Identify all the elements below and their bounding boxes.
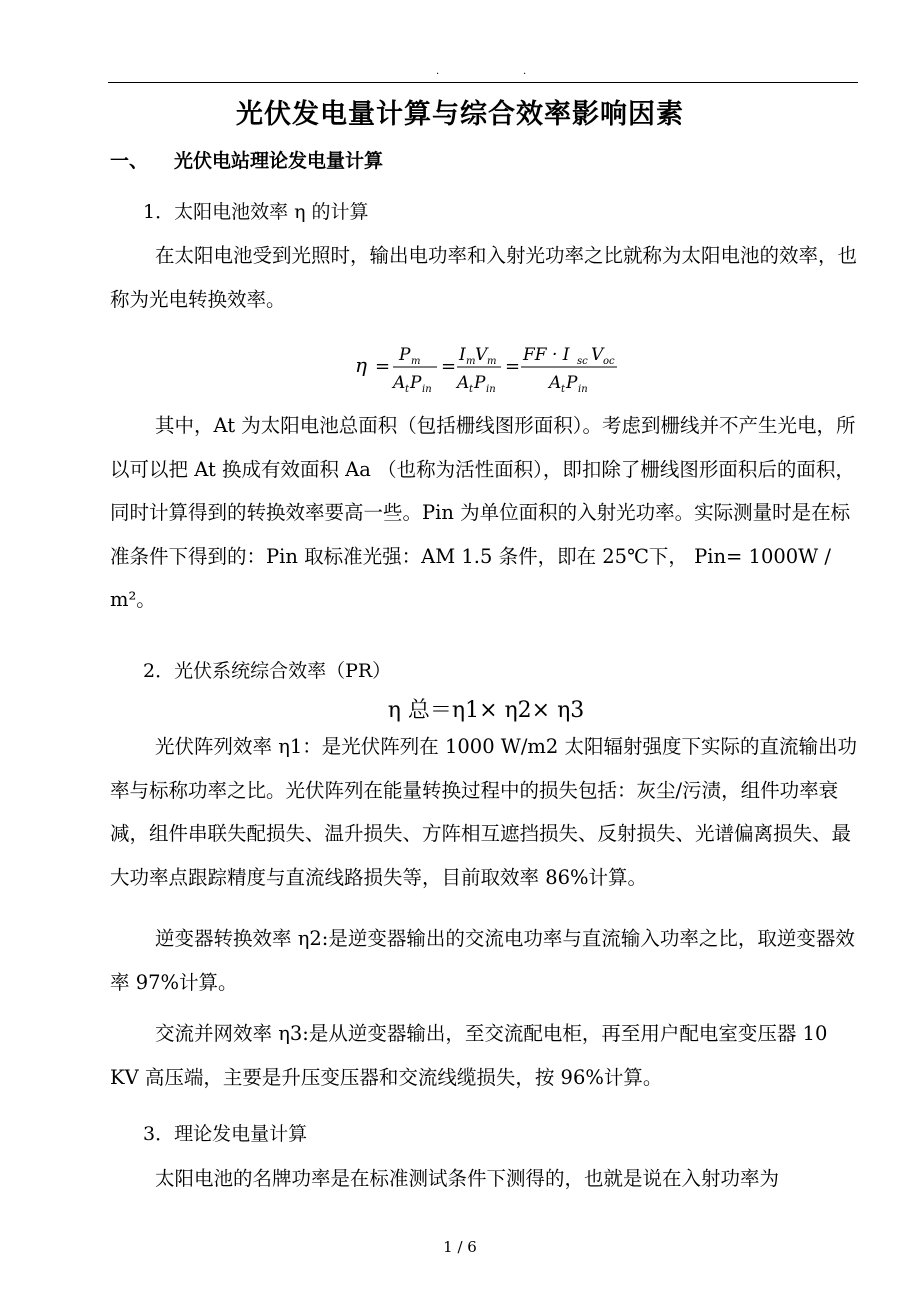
subheading-efficiency: 1．太阳电池效率 η 的计算: [143, 201, 369, 223]
eta-total-formula: η 总＝η1× η2× η3: [387, 698, 585, 723]
header-dot-right: .: [523, 66, 527, 77]
f3-num-v-sub: oc: [603, 356, 615, 367]
paragraph-efficiency-definition: 在太阳电池受到光照时，输出电功率和入射光功率之比就称为太阳电池的效率，也称为光电转换效率。: [110, 244, 858, 311]
paragraph-array-efficiency: 光伏阵列效率 η1：是光伏阵列在 1000 W/m2 太阳辐射强度下实际的直流输出功率与标称功率之比。光伏阵列在能量转换过程中的损失包括：灰尘/污渍，组件功率衰减，组件串联失配损失、温升损失、方阵相互遮挡损失、反射损失、光谱偏离损失、最大功率点跟踪精度与直流线路损失等，目前取效率 86%计算。: [110, 735, 858, 889]
formula-equals-3: =: [505, 356, 521, 377]
f3-num-v: V: [591, 345, 604, 365]
f3-den-a: A: [549, 373, 562, 393]
f2-den-p-sub: in: [486, 384, 496, 395]
section-heading: [110, 146, 383, 173]
f1-den-p-sub: in: [422, 384, 432, 395]
paragraph-nameplate-power: 太阳电池的名牌功率是在标准测试条件下测得的，也就是说在入射功率为: [155, 1167, 780, 1190]
document-title: 光伏发电量计算与综合效率影响因素: [236, 99, 684, 130]
f1-num-sub: m: [411, 356, 421, 367]
paragraph-inverter-efficiency: 逆变器转换效率 η2:是逆变器输出的交流电功率与直流输入功率之比，取逆变器效率 97%计算。: [110, 927, 855, 994]
header-rule: [108, 82, 858, 83]
f1-den-p: P: [410, 373, 422, 393]
formula-eta: η: [355, 353, 367, 377]
f2-num-v-sub: m: [487, 356, 497, 367]
f2-den-a-sub: t: [469, 384, 474, 395]
formula-equals-1: =: [375, 356, 391, 377]
section-title: 光伏电站理论发电量计算: [174, 150, 384, 172]
f3-num-i-sub: sc: [577, 356, 588, 367]
f1-den-a-sub: t: [405, 384, 410, 395]
f3-den-p-sub: in: [578, 384, 588, 395]
paragraph-area-explanation: 其中，At 为太阳电池总面积（包括栅线图形面积）。考虑到栅线并不产生光电，所以可以把 At 换成有效面积 Aa （也称为活性面积），即扣除了栅线图形面积后的面积，同时计算得到的转换效率要高一些。Pin 为单位面积的入射光功率。实际测量时是在标准条件下得到的：Pin 取标准光强：AM 1.5 条件，即在 25℃下， Pin= 1000W / m²。: [110, 414, 856, 611]
f2-num-v: V: [475, 345, 488, 365]
section-number: 一、: [110, 150, 149, 172]
f3-den-p: P: [566, 373, 578, 393]
formula-equals-2: =: [441, 356, 457, 377]
f2-num-i: I: [459, 345, 466, 365]
subheading-pr: 2．光伏系统综合效率（PR）: [143, 660, 392, 682]
header-dot-left: .: [436, 66, 440, 77]
subheading-theoretical: 3．理论发电量计算: [143, 1123, 308, 1145]
f1-den-a: A: [393, 373, 406, 393]
paragraph-grid-efficiency: 交流并网效率 η3:是从逆变器输出，至交流配电柜，再至用户配电室变压器 10 KV 高压端，主要是升压变压器和交流线缆损失，按 96%计算。: [110, 1022, 828, 1089]
efficiency-formula: [355, 340, 625, 396]
f2-den-a: A: [457, 373, 470, 393]
header-dots: [0, 66, 920, 80]
formula-svg: [355, 340, 625, 396]
f2-den-p: P: [474, 373, 486, 393]
f3-den-a-sub: t: [561, 384, 566, 395]
page-number: 1 / 6: [443, 1238, 477, 1256]
f1-num: P: [399, 345, 411, 365]
f3-num-ff: FF · I: [523, 345, 570, 365]
f2-num-i-sub: m: [466, 356, 476, 367]
